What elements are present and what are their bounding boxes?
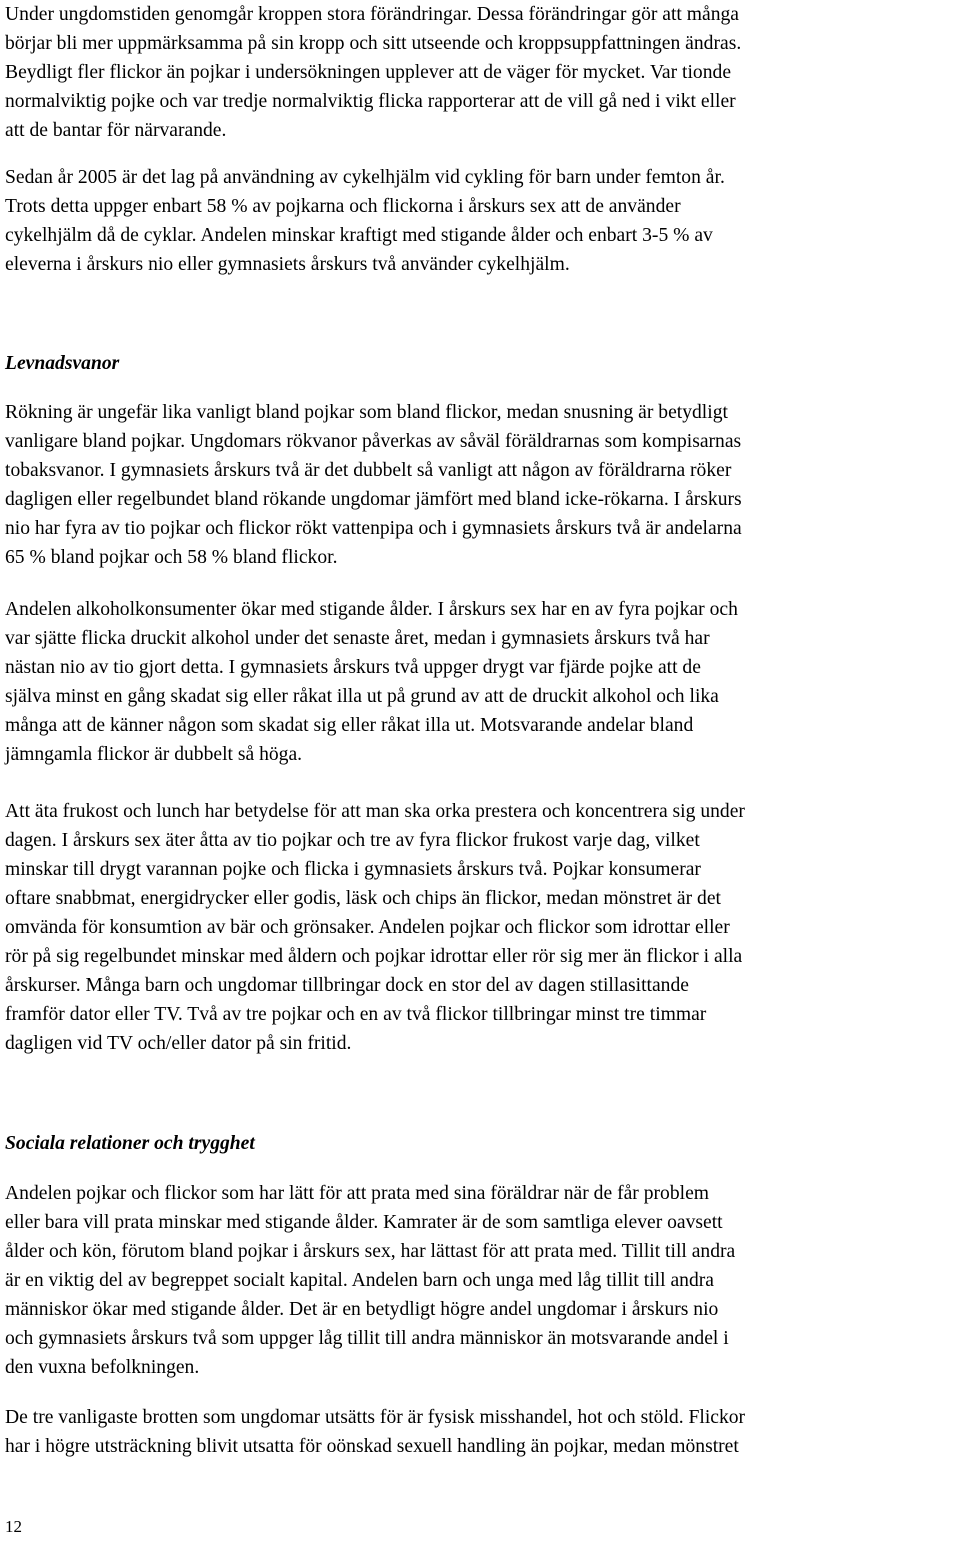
food-activity-section <box>5 797 745 1058</box>
text-line: vanligare bland pojkar. Ungdomars rökvanor påverkas av såväl föräldrarnas som kompisarnas <box>5 431 742 452</box>
social-section <box>5 1179 735 1382</box>
text-line: rör på sig regelbundet minskar med åldern och pojkar idrottar eller rör sig mer än flickor i alla <box>5 946 743 967</box>
text-line: Beydligt fler flickor än pojkar i undersökningen upplever att de väger för mycket. Var tionde <box>5 62 732 83</box>
section-heading-levnadsvanor: Levnadsvanor <box>5 353 120 374</box>
text-line: omvända för konsumtion av bär och grönsaker. Andelen pojkar och flickor som idrottar eller <box>5 917 730 938</box>
page-number: 12 <box>5 1517 22 1536</box>
text-line: tobaksvanor. I gymnasiets årskurs två är det dubbelt så vanligt att någon av föräldrarna röker <box>5 460 732 481</box>
text-line: är en viktig del av begreppet socialt kapital. Andelen barn och unga med låg tillit till andra <box>5 1270 714 1291</box>
text-line: oftare snabbmat, energidrycker eller godis, läsk och chips än flickor, medan mönstret är det <box>5 888 721 909</box>
text-line: dagligen eller regelbundet bland rökande ungdomar jämfört med bland icke-rökarna. I årskurs <box>5 489 742 510</box>
text-line: cykelhjälm då de cyklar. Andelen minskar kraftigt med stigande ålder och enbart 3-5 % av <box>5 225 713 246</box>
paragraph-social-relations <box>5 1179 735 1382</box>
text-line: och gymnasiets årskurs två som uppger låg tillit till andra människor än motsvarande andel i <box>5 1328 729 1349</box>
text-line: dagen. I årskurs sex äter åtta av tio pojkar och tre av fyra flickor frukost varje dag, vilket <box>5 830 700 851</box>
text-line: att de bantar för närvarande. <box>5 120 227 141</box>
text-line: 65 % bland pojkar och 58 % bland flickor. <box>5 547 338 568</box>
alcohol-section <box>5 595 738 769</box>
text-line: årskurser. Många barn och ungdomar tillbringar dock en stor del av dagen stillasittande <box>5 975 689 996</box>
paragraph-crime <box>5 1403 745 1461</box>
text-line: den vuxna befolkningen. <box>5 1357 200 1378</box>
text-line: Under ungdomstiden genomgår kroppen stora förändringar. Dessa förändringar gör att många <box>5 4 739 25</box>
intro-section <box>5 0 741 145</box>
paragraph-alcohol <box>5 595 738 769</box>
text-line: ålder och kön, förutom bland pojkar i årskurs sex, har lättast för att prata med. Tillit till andra <box>5 1241 736 1262</box>
text-line: var sjätte flicka druckit alkohol under det senaste året, medan i gymnasiets årskurs två har <box>5 628 710 649</box>
text-line: själva minst en gång skadat sig eller råkat illa ut på grund av att de druckit alkohol och lika <box>5 686 719 707</box>
paragraph-bicycle-helmet <box>5 163 725 279</box>
text-line: människor ökar med stigande ålder. Det är en betydligt högre andel ungdomar i årskurs nio <box>5 1299 719 1320</box>
text-line: Sedan år 2005 är det lag på användning av cykelhjälm vid cykling för barn under femton år. <box>5 167 725 188</box>
text-line: börjar bli mer uppmärksamma på sin kropp och sitt utseende och kroppsuppfattningen ändras. <box>5 33 742 54</box>
paragraph-body-image <box>5 0 741 145</box>
text-line: minskar till drygt varannan pojke och flicka i gymnasiets årskurs två. Pojkar konsumerar <box>5 859 701 880</box>
text-line: nio har fyra av tio pojkar och flickor rökt vattenpipa och i gymnasiets årskurs två är andelarna <box>5 518 742 539</box>
helmet-section <box>5 163 725 279</box>
smoking-section <box>5 398 742 572</box>
paragraph-smoking <box>5 398 742 572</box>
text-line: Rökning är ungefär lika vanligt bland pojkar som bland flickor, medan snusning är betydligt <box>5 402 728 423</box>
text-line: Andelen alkoholkonsumenter ökar med stigande ålder. I årskurs sex har en av fyra pojkar och <box>5 599 738 620</box>
text-line: De tre vanligaste brotten som ungdomar utsätts för är fysisk misshandel, hot och stöld. Flickor <box>5 1407 746 1428</box>
crime-section <box>5 1403 745 1461</box>
text-line: Att äta frukost och lunch har betydelse för att man ska orka prestera och koncentrera sig under <box>5 801 745 822</box>
section-heading-social-relations: Sociala relationer och trygghet <box>5 1133 255 1154</box>
text-line: många att de känner någon som skadat sig eller råkat illa ut. Motsvarande andelar bland <box>5 715 694 736</box>
text-line: jämngamla flickor är dubbelt så höga. <box>5 744 303 765</box>
text-line: dagligen vid TV och/eller dator på sin fritid. <box>5 1033 352 1054</box>
text-line: framför dator eller TV. Två av tre pojkar och en av två flickor tillbringar minst tre timmar <box>5 1004 707 1025</box>
text-line: har i högre utsträckning blivit utsatta för oönskad sexuell handling än pojkar, medan mönstret <box>5 1436 739 1457</box>
paragraph-food-activity <box>5 797 745 1058</box>
text-line: normalviktig pojke och var tredje normalviktig flicka rapporterar att de vill gå ned i vikt eller <box>5 91 736 112</box>
text-line: eleverna i årskurs nio eller gymnasiets årskurs två använder cykelhjälm. <box>5 254 570 275</box>
text-line: eller bara vill prata minskar med stigande ålder. Kamrater är de som samtliga elever oavsett <box>5 1212 723 1233</box>
text-line: Trots detta uppger enbart 58 % av pojkarna och flickorna i årskurs sex att de använder <box>5 196 681 217</box>
text-line: nästan nio av tio gjort detta. I gymnasiets årskurs två uppger drygt var fjärde pojke att de <box>5 657 701 678</box>
text-line: Andelen pojkar och flickor som har lätt för att prata med sina föräldrar när de får problem <box>5 1183 710 1204</box>
